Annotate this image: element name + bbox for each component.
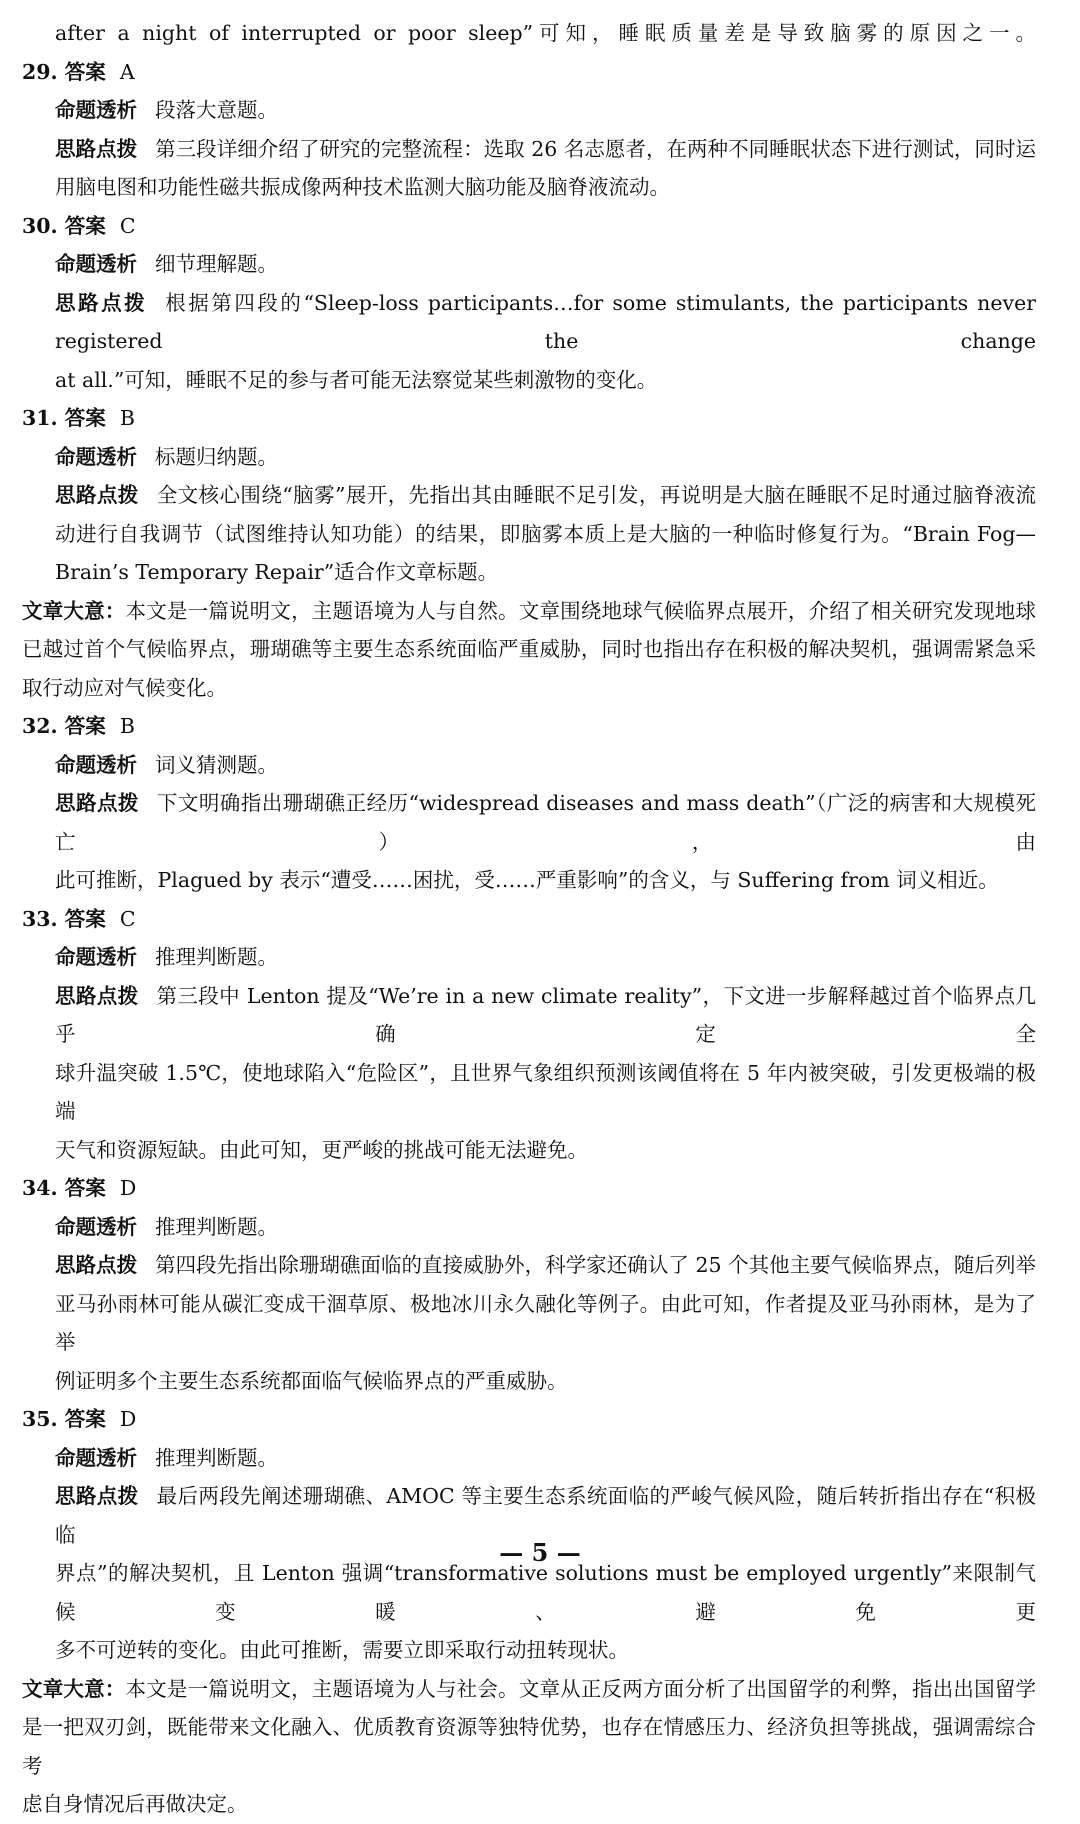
- section-label: 命题透析: [55, 444, 137, 469]
- line-text: 最后两段先阐述珊瑚礁、AMOC 等主要生态系统面临的严峻气候风险，随后转折指出存在“积极临: [55, 1484, 1037, 1547]
- line-text: 球升温突破 1.5℃，使地球陷入“危险区”，且世界气象组织预测该阈值将在 5 年内被突破，引发更极端的极端: [55, 1060, 1036, 1123]
- line-text: 词义猜测题。: [155, 752, 278, 777]
- text-line: [22, 1246, 1036, 1285]
- section-label: 思路点拨: [55, 1484, 139, 1508]
- section-label: 命题透析: [55, 1214, 137, 1239]
- summary-label: 文章大意：: [22, 1676, 126, 1701]
- answer-letter: C: [119, 213, 136, 238]
- line-text: 30. 答案: [22, 213, 106, 238]
- line-text: 推理判断题。: [155, 1445, 278, 1470]
- line-text: at all.”可知，睡眠不足的参与者可能无法察觉某些刺激物的变化。: [55, 367, 658, 392]
- answer-letter: A: [119, 59, 135, 84]
- section-label: 思路点拨: [55, 136, 138, 161]
- line-text: 已越过首个气候临界点，珊瑚礁等主要生态系统面临严重威胁，同时也指出存在积极的解决契机，强调需紧急采: [22, 637, 1036, 661]
- line-text: 是一把双刃剑，既能带来文化融入、优质教育资源等独特优势，也存在情感压力、经济负担等挑战，强调需综合考: [22, 1715, 1036, 1778]
- page-number: — 5 —: [499, 1538, 581, 1567]
- line-text: 第四段先指出除珊瑚礁面临的直接威胁外，科学家还确认了 25 个其他主要气候临界点，随后列举: [155, 1253, 1036, 1277]
- text-line: [22, 476, 1036, 515]
- line-text: 31. 答案: [22, 406, 106, 430]
- line-text: 虑自身情况后再做决定。: [22, 1792, 248, 1816]
- answer-heading: [22, 707, 1036, 746]
- answer-heading: [22, 1400, 1036, 1439]
- section-label: 思路点拨: [55, 983, 139, 1008]
- text-line: [22, 669, 1036, 708]
- line-text: 32. 答案: [22, 714, 106, 738]
- line-text: 33. 答案: [22, 906, 106, 931]
- text-line: [22, 746, 1036, 785]
- answer-letter: D: [119, 1407, 137, 1431]
- line-text: 例证明多个主要生态系统都面临气候临界点的严重威胁。: [55, 1368, 568, 1393]
- line-text: 下文明确指出珊瑚礁正经历“widespread diseases and mass death”（广泛的病害和大规模死亡），由: [55, 791, 1037, 854]
- line-text: 此可推断，Plagued by 表示“遭受……困扰，受……严重影响”的含义，与 Suffering from 词义相近。: [55, 868, 999, 892]
- text-line: [22, 168, 1036, 207]
- line-text: 推理判断题。: [155, 1214, 278, 1239]
- line-text: 本文是一篇说明文，主题语境为人与自然。文章围绕地球气候临界点展开，介绍了相关研究发现地球: [125, 598, 1037, 623]
- line-text: 第三段详细介绍了研究的完整流程：选取 26 名志愿者，在两种不同睡眠状态下进行测试，同时运: [155, 136, 1036, 161]
- text-line: [22, 630, 1036, 669]
- line-text: 多不可逆转的变化。由此可推断，需要立即采取行动扭转现状。: [55, 1638, 629, 1662]
- line-text: 29. 答案: [22, 59, 106, 84]
- answer-heading: [22, 900, 1036, 939]
- text-line: [22, 14, 1036, 53]
- text-line: [22, 1785, 1036, 1824]
- line-text: 用脑电图和功能性磁共振成像两种技术监测大脑功能及脑脊液流动。: [55, 175, 670, 199]
- section-label: 命题透析: [55, 1445, 137, 1470]
- text-line: [22, 553, 1036, 592]
- line-text: 天气和资源短缺。由此可知，更严峻的挑战可能无法避免。: [55, 1137, 588, 1162]
- line-text: Brain’s Temporary Repair”适合作文章标题。: [55, 560, 499, 584]
- line-text: 35. 答案: [22, 1407, 106, 1431]
- line-text: 根据第四段的“Sleep-loss participants…for some stimulants, the participants never registered the change: [55, 290, 1037, 353]
- text-line: [22, 977, 1036, 1054]
- answer-letter: C: [119, 906, 136, 931]
- answer-heading: [22, 207, 1036, 246]
- section-label: 命题透析: [55, 98, 137, 122]
- section-label: 思路点拨: [55, 290, 148, 315]
- line-text: 34. 答案: [22, 1176, 106, 1200]
- answer-letter: B: [119, 714, 135, 738]
- text-line: [22, 1439, 1036, 1478]
- text-line: [22, 1670, 1036, 1709]
- text-line: [22, 592, 1036, 631]
- line-text: 细节理解题。: [155, 252, 278, 276]
- text-line: [22, 438, 1036, 477]
- text-line: [22, 284, 1036, 361]
- text-line: [22, 1285, 1036, 1362]
- summary-label: 文章大意：: [22, 598, 126, 623]
- line-text: 本文是一篇说明文，主题语境为人与社会。文章从正反两方面分析了出国留学的利弊，指出出国留学: [125, 1676, 1037, 1701]
- line-text: 标题归纳题。: [155, 444, 278, 469]
- section-label: 命题透析: [55, 945, 137, 969]
- answer-letter: B: [119, 406, 135, 430]
- section-label: 命题透析: [55, 252, 137, 276]
- line-text: 段落大意题。: [155, 98, 278, 122]
- section-label: 思路点拨: [55, 1253, 138, 1277]
- text-line: [22, 515, 1036, 554]
- text-line: [22, 1131, 1036, 1170]
- line-text: 动进行自我调节（试图维持认知功能）的结果，即脑雾本质上是大脑的一种临时修复行为。“Brain Fog—: [55, 521, 1036, 546]
- answer-heading: [22, 53, 1036, 92]
- line-text: 推理判断题。: [155, 945, 278, 969]
- answer-heading: [22, 399, 1036, 438]
- text-line: [22, 361, 1036, 400]
- line-text: 取行动应对气候变化。: [22, 675, 227, 700]
- section-label: 思路点拨: [55, 791, 139, 815]
- answer-letter: D: [119, 1176, 137, 1200]
- section-label: 思路点拨: [55, 483, 139, 507]
- line-text: 亚马孙雨林可能从碳汇变成干涸草原、极地冰川永久融化等例子。由此可知，作者提及亚马孙雨林，是为了举: [55, 1291, 1036, 1354]
- text-line: [22, 1208, 1036, 1247]
- text-line: [22, 938, 1036, 977]
- line-text: 全文核心围绕“脑雾”展开，先指出其由睡眠不足引发，再说明是大脑在睡眠不足时通过脑脊液流: [156, 483, 1036, 507]
- text-line: [22, 1708, 1036, 1785]
- line-text: after a night of interrupted or poor sleep”可知，睡眠质量差是导致脑雾的原因之一。: [55, 21, 1036, 45]
- text-line: [22, 91, 1036, 130]
- line-text: 第三段中 Lenton 提及“We’re in a new climate reality”，下文进一步解释越过首个临界点几乎确定全: [55, 983, 1037, 1046]
- text-line: [22, 245, 1036, 284]
- text-line: [22, 1631, 1036, 1670]
- text-line: [22, 1362, 1036, 1401]
- text-line: [22, 784, 1036, 861]
- text-line: [22, 1054, 1036, 1131]
- text-line: [22, 130, 1036, 169]
- section-label: 命题透析: [55, 752, 137, 777]
- text-line: [22, 861, 1036, 900]
- answer-heading: [22, 1169, 1036, 1208]
- line-text: 界点”的解决契机，且 Lenton 强调“transformative solutions must be employed urgently”来限制气候变暖、避免更: [55, 1561, 1036, 1624]
